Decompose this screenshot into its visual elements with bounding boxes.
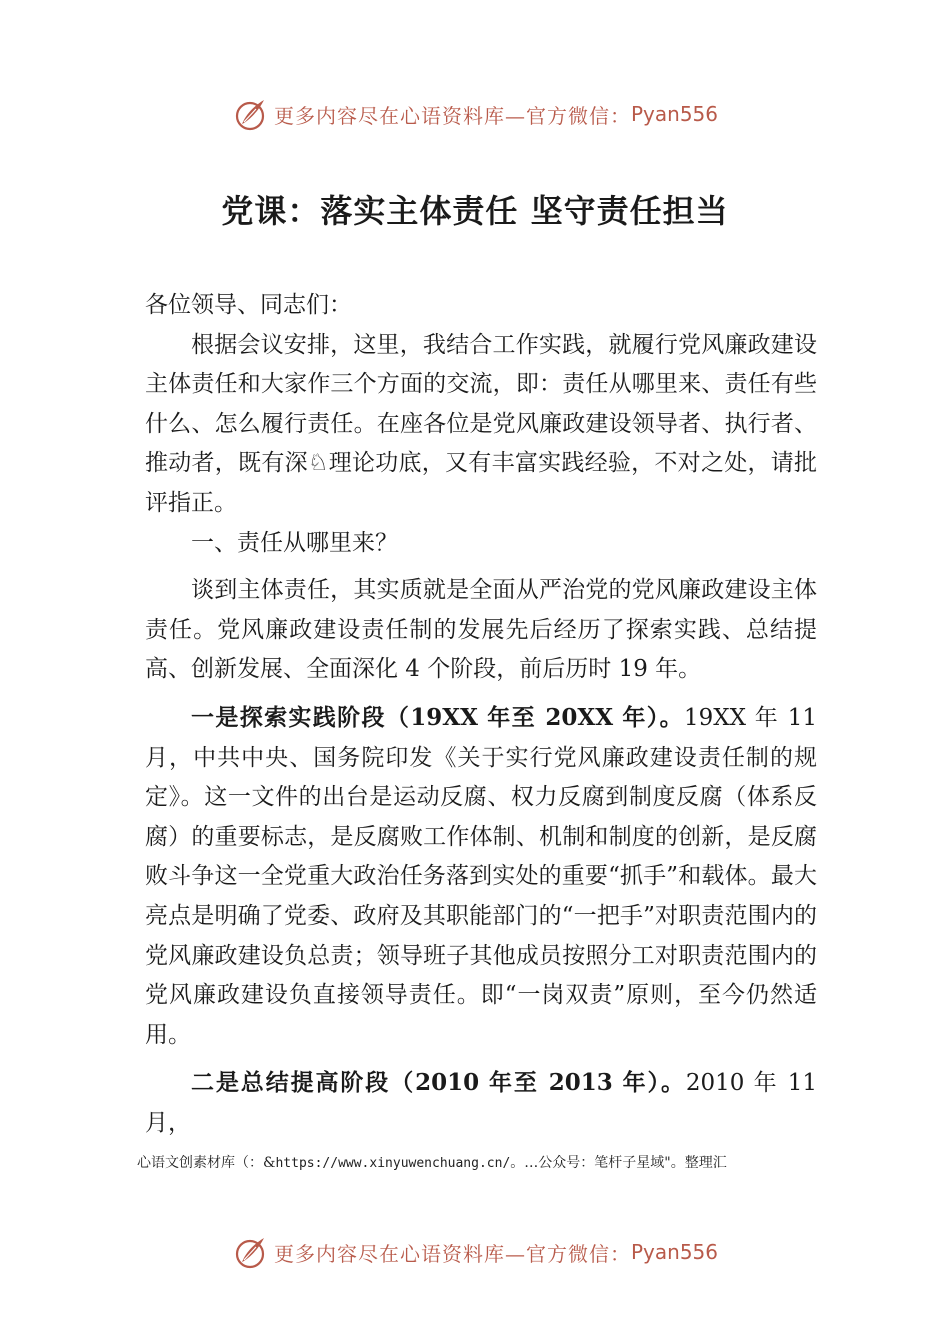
stage-1-lead: 一是探索实践阶段（19XX 年至 20XX 年）。 [191, 703, 685, 731]
paragraph-stage-1 [145, 698, 817, 1055]
paragraph-stage-2 [145, 1063, 817, 1143]
source-note-prefix: 心语文创素材库（：& [137, 1155, 276, 1171]
footer-banner [0, 1232, 950, 1272]
salutation: 各位领导、同志们： [145, 292, 352, 318]
source-url: https://www.xinyuwenchuang.cn/ [275, 1156, 511, 1171]
feather-pen-logo-icon [232, 96, 268, 132]
document-body [145, 286, 817, 1143]
feather-pen-logo-icon [232, 1234, 268, 1270]
document-title: 党课：落实主体责任 坚守责任担当 [221, 192, 729, 230]
banner-wechat-id: Pyan556 [630, 1240, 718, 1264]
banner-text: 更多内容尽在心语资料库—官方微信： [273, 1241, 631, 1266]
stage-2-lead: 二是总结提高阶段（2010 年至 2013 年）。 [191, 1069, 686, 1097]
banner-wechat-id: Pyan556 [630, 102, 718, 126]
banner-text: 更多内容尽在心语资料库—官方微信： [273, 103, 631, 128]
section-heading-1: 一、责任从哪里来？ [191, 529, 398, 556]
paragraph-subject-responsibility: 谈到主体责任，其实质就是全面从严治党的党风廉政建设主体责任。党风廉政建设责任制的发展先后经历了探索实践、总结提高、创新发展、全面深化 4 个阶段，前后历时 19 年。 [145, 577, 817, 683]
stage-1-text: 19XX 年 11 月，中共中央、国务院印发《关于实行党风廉政建设责任制的规定》。这一文件的出台是运动反腐、权力反腐到制度反腐（体系反腐）的重要标志，是反腐败工作体制、机制和制度的创新，是反腐败斗争这一全党重大政治任务落到实处的重要“抓手”和载体。最大亮点是明确了党委、政府及其职能部门的“一把手”对职责范围内的党风廉政建设负总责；领导班子其他成员按照分工对职责范围内的党风廉政建设负直接领导责任。即“一岗双责”原则，至今仍然适用。 [145, 704, 817, 1048]
stage-2-text: 2010 年 11 月， [145, 1070, 817, 1136]
paragraph-intro: 根据会议安排，这里，我结合工作实践，就履行党风廉政建设主体责任和大家作三个方面的交流，即：责任从哪里来、责任有些什么、怎么履行责任。在座各位是党风廉政建设领导者、执行者、推动者，既有深♘理论功底，又有丰富实践经验，不对之处，请批评指正。 [145, 331, 817, 516]
header-banner [0, 94, 950, 134]
source-note [137, 1152, 837, 1172]
source-note-suffix: 。…公众号：笔杆子星域"。整理汇 [510, 1155, 727, 1171]
